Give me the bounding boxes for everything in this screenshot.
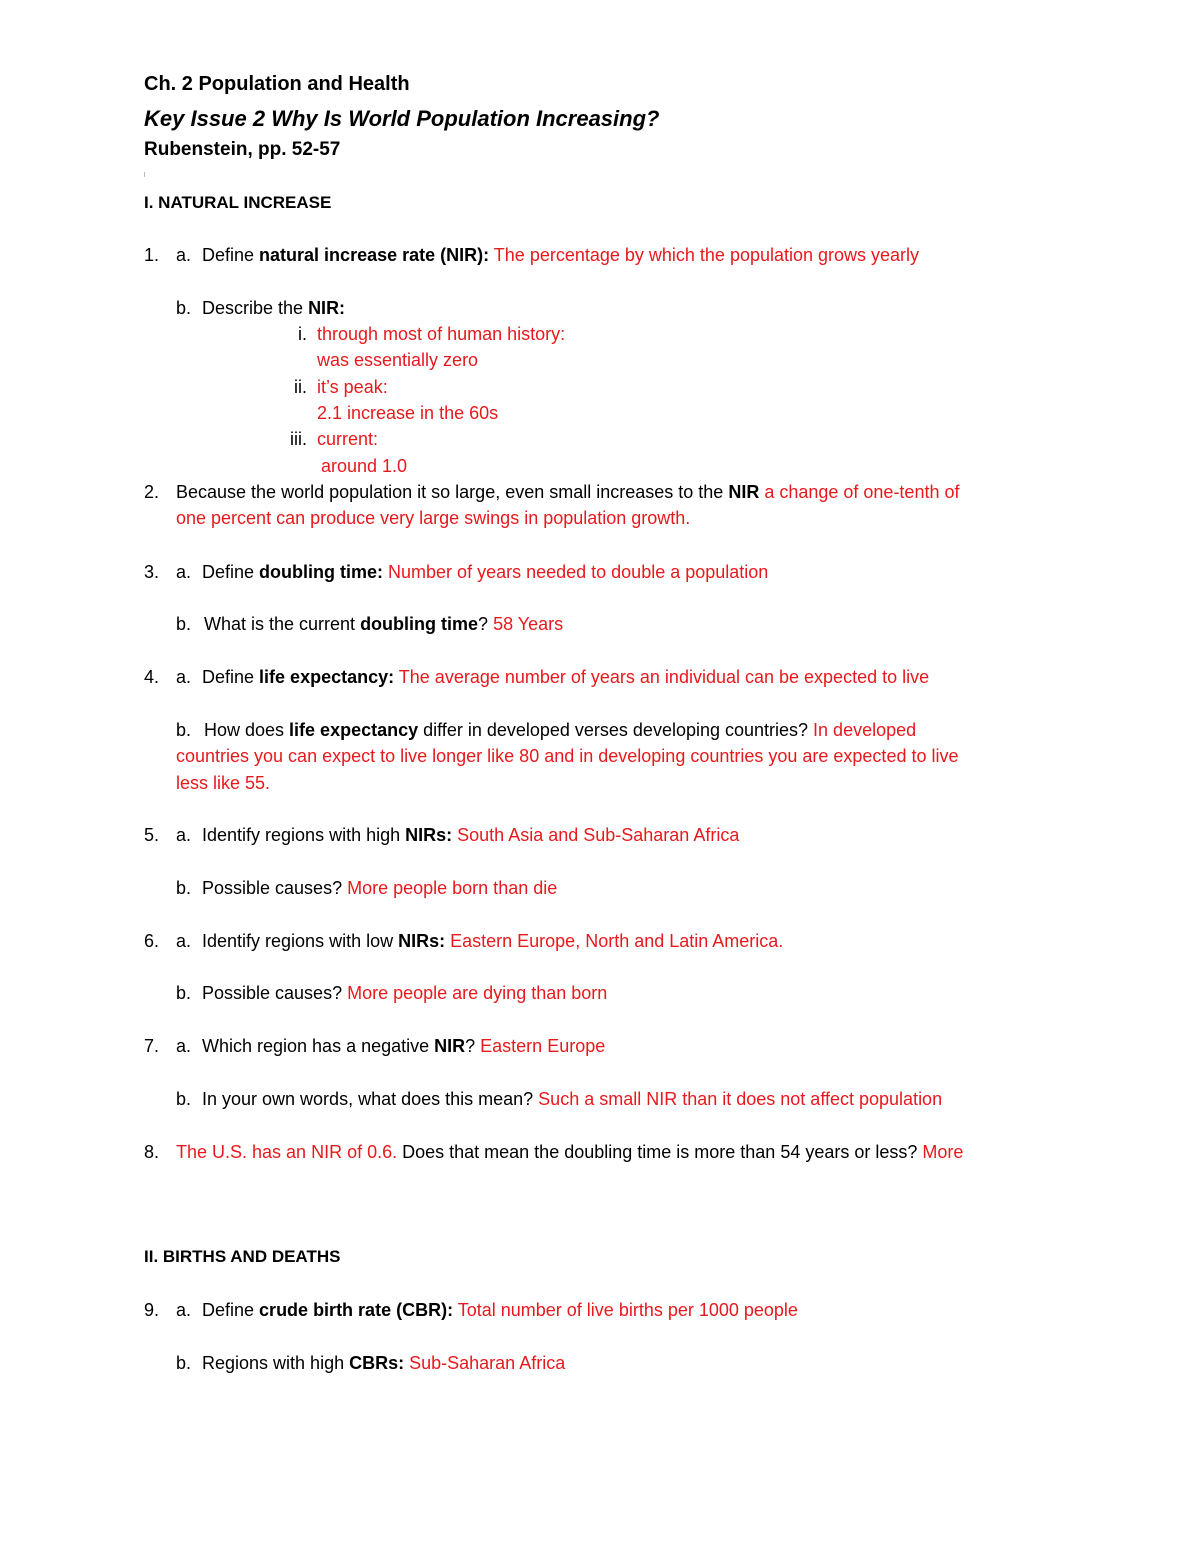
question-number: 9. — [144, 1300, 160, 1320]
q1b-ii-marker: ii. — [294, 377, 307, 397]
section-natural-increase: I. NATURAL INCREASE — [144, 193, 332, 212]
q4b-marker: b. — [176, 720, 192, 740]
q2-text: Because the world population it so large, even small increases to the NIR a change of one-tenth of — [176, 482, 960, 502]
q6b-marker: b. — [176, 983, 192, 1003]
q1b-ii-answer: 2.1 increase in the 60s — [317, 403, 499, 423]
q7a-marker: a. — [176, 1036, 192, 1056]
q1b-iii-label: current: — [317, 429, 379, 449]
q5a-marker: a. — [176, 825, 192, 845]
q9b-marker: b. — [176, 1353, 192, 1373]
q5b-text: Possible causes? More people born than die — [202, 878, 558, 898]
question-number: 7. — [144, 1036, 160, 1056]
source-reference: Rubenstein, pp. 52-57 — [144, 139, 341, 160]
q6b-text: Possible causes? More people are dying than born — [202, 983, 608, 1003]
key-issue-title: Key Issue 2 Why Is World Population Increasing? — [144, 106, 660, 131]
q8-text: The U.S. has an NIR of 0.6. Does that mean the doubling time is more than 54 years or less? More — [176, 1142, 964, 1162]
q5b-marker: b. — [176, 878, 192, 898]
margin-mark — [144, 172, 145, 177]
q9b-text: Regions with high CBRs: Sub-Saharan Africa — [202, 1353, 566, 1373]
q3b-text: What is the current doubling time? 58 Years — [204, 614, 564, 634]
question-number: 5. — [144, 825, 160, 845]
q1a-text: Define natural increase rate (NIR): The percentage by which the population grows yearly — [202, 245, 920, 265]
q2-answer-continued: one percent can produce very large swings in population growth. — [176, 508, 691, 528]
chapter-title: Ch. 2 Population and Health — [144, 73, 410, 95]
question-number: 8. — [144, 1142, 160, 1162]
q5a-text: Identify regions with high NIRs: South Asia and Sub-Saharan Africa — [202, 825, 740, 845]
q3a-text: Define doubling time: Number of years needed to double a population — [202, 562, 769, 582]
q1b-ii-label: it’s peak: — [317, 377, 388, 397]
q4a-marker: a. — [176, 667, 192, 687]
q6a-marker: a. — [176, 931, 192, 951]
q9a-marker: a. — [176, 1300, 192, 1320]
question-number: 4. — [144, 667, 160, 687]
q1b-text: Describe the NIR: — [202, 298, 346, 318]
q4b-answer-line2: countries you can expect to live longer like 80 and in developing countries you are expected to live — [176, 746, 959, 766]
q7b-text: In your own words, what does this mean? Such a small NIR than it does not affect population — [202, 1089, 943, 1109]
q3a-marker: a. — [176, 562, 192, 582]
q1b-i-answer: was essentially zero — [317, 350, 479, 370]
question-number: 6. — [144, 931, 160, 951]
question-number: 3. — [144, 562, 160, 582]
question-number: 1. — [144, 245, 160, 265]
question-number: 2. — [144, 482, 160, 502]
q4a-text: Define life expectancy: The average number of years an individual can be expected to live — [202, 667, 930, 687]
q4b-text: How does life expectancy differ in developed verses developing countries? In developed — [204, 720, 917, 740]
q6a-text: Identify regions with low NIRs: Eastern Europe, North and Latin America. — [202, 931, 784, 951]
q1b-marker: b. — [176, 298, 192, 318]
q1b-iii-marker: iii. — [290, 429, 307, 449]
q7b-marker: b. — [176, 1089, 192, 1109]
q7a-text: Which region has a negative NIR? Eastern Europe — [202, 1036, 606, 1056]
section-births-and-deaths: II. BIRTHS AND DEATHS — [144, 1247, 341, 1266]
q4b-answer-line3: less like 55. — [176, 773, 271, 793]
q1b-iii-answer: around 1.0 — [321, 456, 408, 476]
q1b-i-marker: i. — [298, 324, 307, 344]
q9a-text: Define crude birth rate (CBR): Total number of live births per 1000 people — [202, 1300, 798, 1320]
q1b-i-label: through most of human history: — [317, 324, 566, 344]
q3b-marker: b. — [176, 614, 192, 634]
q1a-marker: a. — [176, 245, 192, 265]
